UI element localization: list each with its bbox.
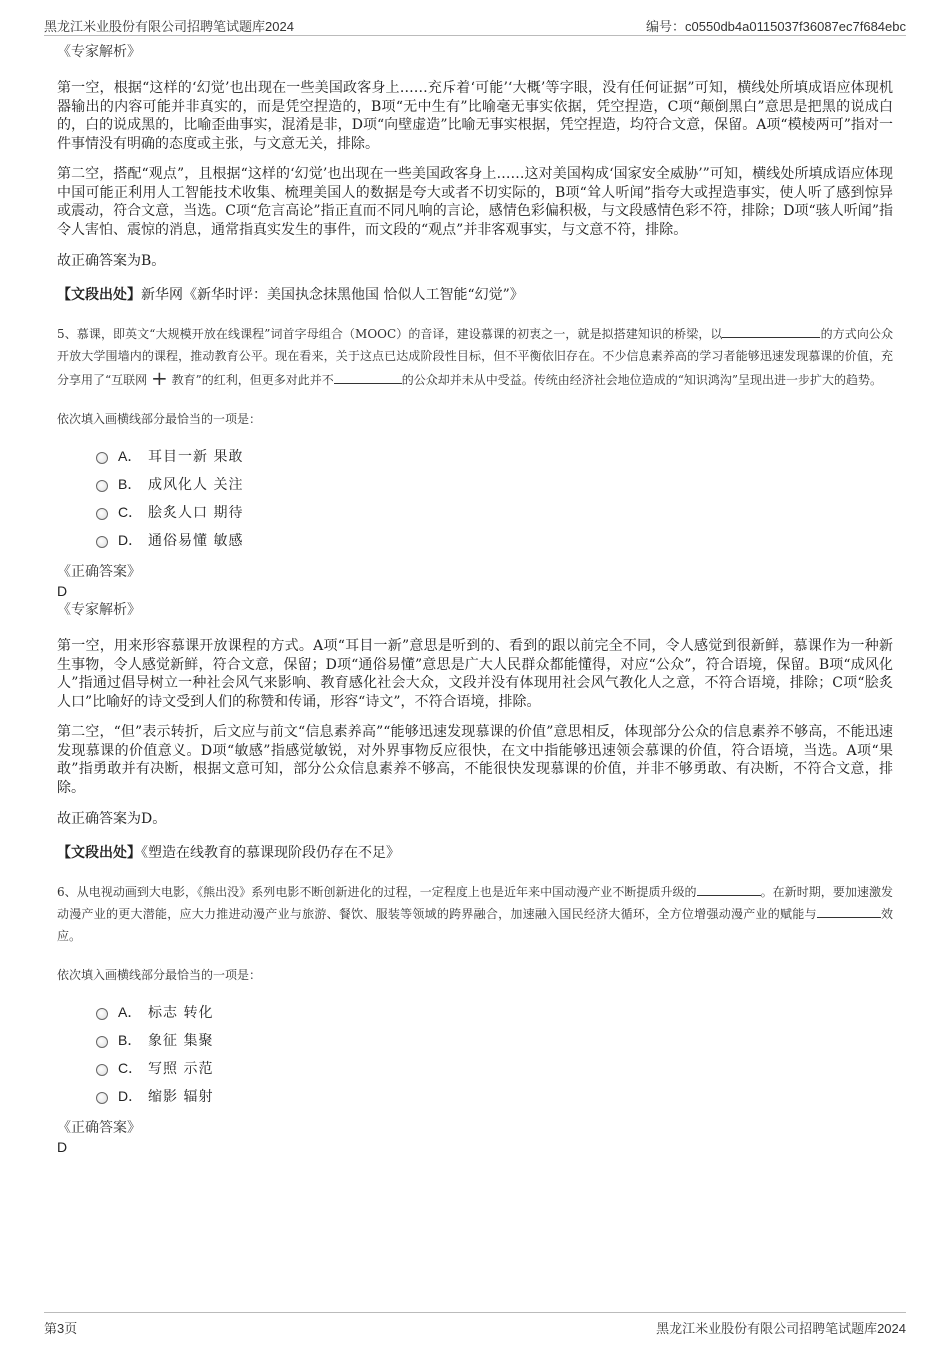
q4-conclusion: 故正确答案为B。 [57,253,166,269]
option-letter: C． [118,504,143,520]
option-text: 通俗易懂 敏感 [148,533,244,549]
q5-option-a[interactable] [96,442,893,470]
q5-source [57,843,893,863]
q5-prompt: 依次填入画横线部分最恰当的一项是： [57,412,262,426]
q6-answer: D [57,1139,68,1155]
header-doc-id: 编号：c0550db4a0115037f36087ec7f684ebc [646,19,906,34]
q5-answer-block [57,562,893,620]
radio-icon[interactable] [96,508,108,520]
option-letter: A． [118,448,142,464]
q5-option-c[interactable] [96,498,893,526]
option-letter: C． [118,1060,143,1076]
option-text: 成风化人 关注 [148,477,244,493]
radio-icon[interactable] [96,1008,108,1020]
option-text: 标志 转化 [148,1005,214,1021]
q6-option-a[interactable] [96,998,893,1026]
q5-stem [57,323,893,391]
radio-icon[interactable] [96,1064,108,1076]
q6-stem-part-a: 6、从电视动画到大电影，《熊出没》系列电影不断创新进化的过程，一定程度上也是近年来中国动漫产业不断提质升级的 [57,885,697,899]
q5-stem-part-b: 的方式向公众开放大学围墙内的课程，推动教育公平。现在看来，关于这点已达成阶段性目标，但不平衡依旧存在。不少信息素养高的学习者能够迅速发现慕课的价值，充分享用了“互联网 [57,327,893,387]
q5-options [96,442,893,554]
option-text: 缩影 辐射 [148,1089,214,1105]
q5-stem-part-c: 教育”的红利，但更多对此并不 [171,373,334,387]
option-letter: D． [118,532,143,548]
option-letter: B． [118,476,142,492]
q6-stem [57,881,893,947]
q5-conclusion: 故正确答案为D。 [57,811,167,827]
q5-analysis-para-1: 第一空，用来形容慕课开放课程的方式。A项“耳目一新”意思是听到的、看到的跟以前完全不同，令人感觉到很新鲜，慕课作为一种新生事物，令人感觉新鲜，符合文意，保留；D项“通俗易懂”意思是广大人民群众都能懂得，对应“公众”，符合语境，保留。B项“成风化人”指通过倡导树立一种社会风气来影响、教育感化社会大众，文段并没有体现用社会风气教化人之意，不符合语境，排除；C项“脍炙人口”比喻好的诗文受到人们的称赞和传诵，形容“诗文”，不符合语境，排除。 [57,638,893,710]
option-text: 脍炙人口 期待 [148,505,244,521]
page-number: 第3页 [44,1321,78,1336]
q6-answer-label: 《正确答案》 [57,1120,141,1136]
q4-source-label: 【文段出处】 [57,287,141,303]
q5-stem-part-d: 的公众却并未从中受益。传统由经济社会地位造成的“知识鸿沟”呈现出进一步扩大的趋势。 [401,373,882,387]
q6-options [96,998,893,1110]
q4-source [57,285,893,305]
q6-option-d[interactable] [96,1082,893,1110]
page-footer [44,1312,906,1338]
option-letter: D． [118,1088,143,1104]
q5-analysis-para-2: 第二空，“但”表示转折，后文应与前文“信息素养高”“能够迅速发现慕课的价值”意思相反，体现部分公众的信息素养不够高，不能迅速发现慕课的价值意义。D项“敏感”指感觉敏锐，对外界事物反应很快，在文中指能够迅速领会慕课的价值，符合语境，当选。A项“果敢”指勇敢并有决断，根据文意可知，部分公众信息素养不够高，不能很快发现慕课的价值，并非不够勇敢、有决断，不符合文意，排除。 [57,724,893,796]
q5-option-d[interactable] [96,526,893,554]
option-text: 象征 集聚 [148,1033,214,1049]
radio-icon[interactable] [96,452,108,464]
q6-stem-part-c: 效应。 [57,907,893,943]
q6-answer-block [57,1118,893,1156]
radio-icon[interactable] [96,1036,108,1048]
q6-blank-2 [817,904,881,918]
option-letter: A． [118,1004,142,1020]
radio-icon[interactable] [96,480,108,492]
option-letter: B． [118,1032,142,1048]
q4-analysis-para-1: 第一空，根据“这样的‘幻觉’也出现在一些美国政客身上……充斥着‘可能’‘大概’等字眼，没有任何证据”可知，横线处所填成语应体现机器输出的内容可能并非真实的，而是凭空捏造的，B项“无中生有”比喻毫无事实依据，凭空捏造，C项“颠倒黑白”意思是把黑的说成白的，白的说成黑的，比喻歪曲事实，混淆是非，D项“向壁虚造”比喻无事实根据，凭空捏造，均符合文意，保留。A项“模棱两可”指对一件事情没有明确的态度或主张，与文意无关，排除。 [57,80,893,152]
q4-analysis-para-2: 第二空，搭配“观点”，且根据“这样的‘幻觉’也出现在一些美国政客身上……这对美国构成‘国家安全威胁’”可知，横线处所填成语应体现中国可能正利用人工智能技术收集、梳理美国人的数据是夸大或者不切实际的，B项“耸人听闻”指夸大或捏造事实，使人听了感到惊异或震动，符合文意，当选。C项“危言高论”指正直而不同凡响的言论，感情色彩偏积极，与文段感情色彩不符，排除；D项“骇人听闻”指令人害怕、震惊的消息，通常指真实发生的事件，而文段的“观点”并非客观事实，与文意不符，排除。 [57,166,893,238]
footer-title: 黑龙江米业股份有限公司招聘笔试题库2024 [656,1321,906,1336]
q5-source-text: 《塑造在线教育的慕课现阶段仍存在不足》 [141,845,400,861]
page-content [57,42,893,1156]
q5-answer-label: 《正确答案》 [57,564,141,580]
page-header [44,12,906,36]
plus-sign: + [150,366,168,390]
q5-source-label: 【文段出处】 [57,845,141,861]
option-text: 写照 示范 [148,1061,214,1077]
q5-blank-2 [334,370,402,384]
q4-analysis-label: 《专家解析》 [57,44,141,60]
q5-blank-1 [722,324,820,338]
radio-icon[interactable] [96,536,108,548]
q5-analysis-label: 《专家解析》 [57,602,141,618]
option-text: 耳目一新 果敢 [148,449,244,465]
q6-blank-1 [697,882,761,896]
q6-prompt: 依次填入画横线部分最恰当的一项是： [57,968,262,982]
q5-option-b[interactable] [96,470,893,498]
q6-stem-part-b: 。在新时期，要加速激发动漫产业的更大潜能，应大力推进动漫产业与旅游、餐饮、服装等领域的跨界融合，加速融入国民经济大循环，全方位增强动漫产业的赋能与 [57,885,893,921]
q4-source-text: 新华网《新华时评：美国执念抹黑他国 恰似人工智能“幻觉”》 [141,287,524,303]
q6-option-b[interactable] [96,1026,893,1054]
q6-option-c[interactable] [96,1054,893,1082]
header-title: 黑龙江米业股份有限公司招聘笔试题库2024 [44,19,294,34]
radio-icon[interactable] [96,1092,108,1104]
q5-stem-part-a: 5、慕课，即英文“大规模开放在线课程”词首字母组合（MOOC）的音译，建设慕课的初衷之一，就是拟搭建知识的桥梁，以 [57,327,723,341]
q5-answer: D [57,583,68,599]
